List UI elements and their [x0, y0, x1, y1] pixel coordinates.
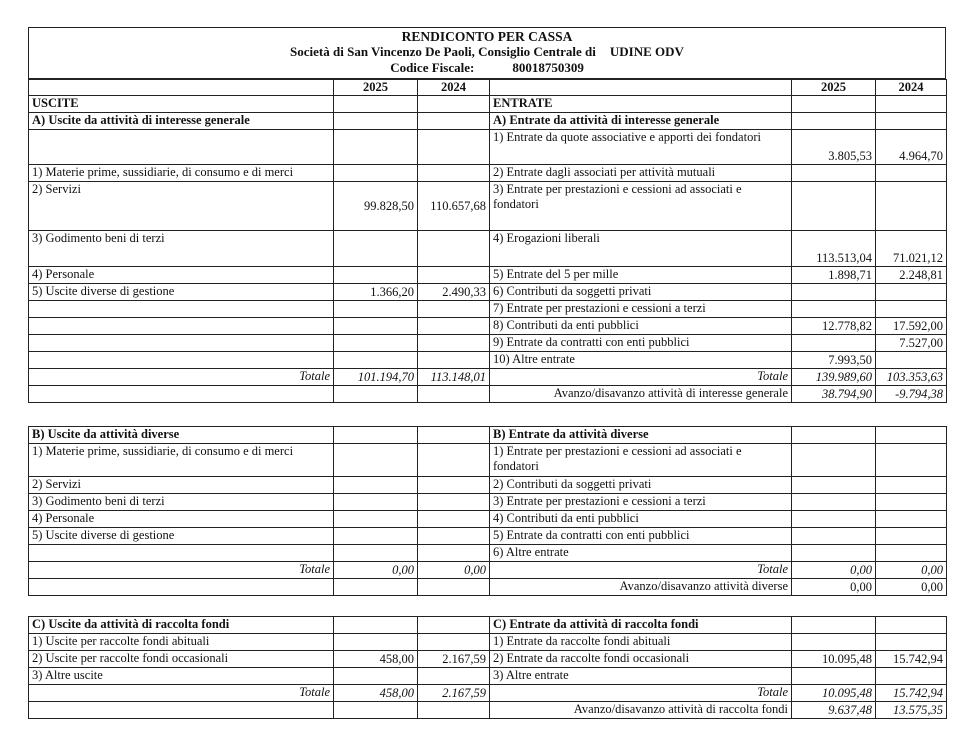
- section-a-table: [28, 79, 947, 403]
- totals-row: [29, 562, 947, 579]
- uscite-2024: [418, 634, 490, 651]
- uscite-total-2025: 0,00: [334, 562, 418, 579]
- table-row: [29, 528, 947, 545]
- avanzo-2024: 0,00: [876, 579, 947, 596]
- uscite-label: [29, 545, 334, 562]
- uscite-label: 5) Uscite diverse di gestione: [29, 528, 334, 545]
- table-row: [29, 477, 947, 494]
- uscite-2024: 110.657,68: [418, 182, 490, 231]
- table-row: [29, 130, 947, 165]
- entrate-totale-label: Totale: [490, 685, 792, 702]
- section-c-title-row: [29, 617, 947, 634]
- fiscal-code-label: Codice Fiscale:: [390, 60, 475, 75]
- entrate-2024: 4.964,70: [876, 130, 947, 165]
- entrate-2024: 71.021,12: [876, 231, 947, 267]
- section-c-entrate-title: C) Entrate da attività di raccolta fondi: [490, 617, 792, 634]
- entrate-2025: [792, 668, 876, 685]
- uscite-label: 3) Altre uscite: [29, 668, 334, 685]
- uscite-2025: [334, 267, 418, 284]
- uscite-2024: [418, 231, 490, 267]
- entrate-2025: 3.805,53: [792, 130, 876, 165]
- avanzo-2025: 9.637,48: [792, 702, 876, 719]
- entrate-label: 2) Entrate dagli associati per attività mutuali: [490, 165, 792, 182]
- entrate-2024: [876, 668, 947, 685]
- entrate-label: 2) Entrate da raccolte fondi occasionali: [490, 651, 792, 668]
- uscite-2024: [418, 668, 490, 685]
- uscite-label: 1) Materie prime, sussidiarie, di consumo e di merci: [29, 444, 334, 477]
- entrate-total-2024: 0,00: [876, 562, 947, 579]
- entrate-label: 1) Entrate da raccolte fondi abituali: [490, 634, 792, 651]
- entrate-2025: 12.778,82: [792, 318, 876, 335]
- table-row: [29, 182, 947, 231]
- uscite-total-2024: 0,00: [418, 562, 490, 579]
- entrate-2025: 113.513,04: [792, 231, 876, 267]
- table-row: [29, 318, 947, 335]
- table-row: [29, 352, 947, 369]
- column-labels-row: [29, 96, 947, 113]
- table-row: [29, 634, 947, 651]
- uscite-2025: [334, 318, 418, 335]
- uscite-2025: [334, 231, 418, 267]
- uscite-total-2025: 101.194,70: [334, 369, 418, 386]
- avanzo-2025: 0,00: [792, 579, 876, 596]
- entrate-2024: [876, 165, 947, 182]
- entrate-label: 6) Altre entrate: [490, 545, 792, 562]
- avanzo-row: [29, 386, 947, 403]
- table-row: [29, 545, 947, 562]
- avanzo-label: Avanzo/disavanzo attività di interesse generale: [490, 386, 792, 403]
- uscite-label: 3) Godimento beni di terzi: [29, 231, 334, 267]
- entrate-2025: 10.095,48: [792, 651, 876, 668]
- entrate-label: 3) Altre entrate: [490, 668, 792, 685]
- uscite-heading: USCITE: [29, 96, 334, 113]
- section-b-table: [28, 426, 947, 596]
- uscite-2025: 99.828,50: [334, 182, 418, 231]
- uscite-label: 2) Uscite per raccolte fondi occasionali: [29, 651, 334, 668]
- uscite-label: [29, 318, 334, 335]
- entrate-label: 7) Entrate per prestazioni e cessioni a terzi: [490, 301, 792, 318]
- avanzo-2024: 13.575,35: [876, 702, 947, 719]
- uscite-2024: [418, 267, 490, 284]
- uscite-2025: [334, 352, 418, 369]
- entrate-2024: 15.742,94: [876, 651, 947, 668]
- entrate-label: 3) Entrate per prestazioni e cessioni a terzi: [490, 494, 792, 511]
- uscite-2025: [334, 668, 418, 685]
- fiscal-code-value: 80018750309: [512, 60, 584, 75]
- entrate-label: 9) Entrate da contratti con enti pubblici: [490, 335, 792, 352]
- uscite-total-2024: 113.148,01: [418, 369, 490, 386]
- entrate-2024: [876, 352, 947, 369]
- entrate-label: 5) Entrate da contratti con enti pubblici: [490, 528, 792, 545]
- uscite-label: 3) Godimento beni di terzi: [29, 494, 334, 511]
- uscite-2024: [418, 318, 490, 335]
- year-2025-header: 2025: [334, 80, 418, 96]
- uscite-2024: 2.167,59: [418, 651, 490, 668]
- section-b-title-row: [29, 427, 947, 444]
- table-row: [29, 444, 947, 477]
- uscite-total-2024: 2.167,59: [418, 685, 490, 702]
- entrate-label: 6) Contributi da soggetti privati: [490, 284, 792, 301]
- entrate-label: 1) Entrate da quote associative e apporti dei fondatori: [490, 130, 792, 165]
- uscite-2024: [418, 335, 490, 352]
- uscite-label: 1) Uscite per raccolte fondi abituali: [29, 634, 334, 651]
- avanzo-label: Avanzo/disavanzo attività diverse: [490, 579, 792, 596]
- entrate-2024: [876, 182, 947, 231]
- entrate-2025: [792, 284, 876, 301]
- avanzo-row: [29, 579, 947, 596]
- uscite-total-2025: 458,00: [334, 685, 418, 702]
- uscite-2025: [334, 165, 418, 182]
- avanzo-2025: 38.794,90: [792, 386, 876, 403]
- entrate-2025: 1.898,71: [792, 267, 876, 284]
- entrate-2025: [792, 335, 876, 352]
- table-row: [29, 267, 947, 284]
- report-title: RENDICONTO PER CASSA: [401, 29, 573, 44]
- entrate-total-2025: 139.989,60: [792, 369, 876, 386]
- entrate-2024: 2.248,81: [876, 267, 947, 284]
- totals-row: [29, 685, 947, 702]
- table-row: [29, 335, 947, 352]
- avanzo-label: Avanzo/disavanzo attività di raccolta fondi: [490, 702, 792, 719]
- table-row: [29, 165, 947, 182]
- years-row: [29, 80, 947, 96]
- entrate-total-2025: 10.095,48: [792, 685, 876, 702]
- entrate-label: 2) Contributi da soggetti privati: [490, 477, 792, 494]
- uscite-label: 2) Servizi: [29, 182, 334, 231]
- year-2024-header: 2024: [876, 80, 947, 96]
- section-a-entrate-title: A) Entrate da attività di interesse generale: [490, 113, 792, 130]
- entrate-label: 10) Altre entrate: [490, 352, 792, 369]
- entrate-2024: [876, 284, 947, 301]
- entrate-2025: [792, 182, 876, 231]
- table-row: [29, 301, 947, 318]
- avanzo-row: [29, 702, 947, 719]
- table-row: [29, 231, 947, 267]
- entrate-2024: [876, 634, 947, 651]
- table-row: [29, 284, 947, 301]
- fiscal-code-line: [29, 60, 945, 75]
- entrate-2024: [876, 301, 947, 318]
- uscite-2024: [418, 301, 490, 318]
- entrate-total-2024: 15.742,94: [876, 685, 947, 702]
- uscite-totale-label: Totale: [29, 562, 334, 579]
- table-row: [29, 668, 947, 685]
- section-c-uscite-title: C) Uscite da attività di raccolta fondi: [29, 617, 334, 634]
- table-row: [29, 651, 947, 668]
- entrate-label: 3) Entrate per prestazioni e cessioni ad associati e fondatori: [490, 182, 792, 231]
- uscite-label: 4) Personale: [29, 511, 334, 528]
- uscite-2024: [418, 130, 490, 165]
- uscite-label: 2) Servizi: [29, 477, 334, 494]
- uscite-2025: [334, 301, 418, 318]
- entrate-label: 1) Entrate per prestazioni e cessioni ad associati e fondatori: [490, 444, 792, 477]
- uscite-2025: 1.366,20: [334, 284, 418, 301]
- uscite-label: [29, 352, 334, 369]
- entrate-label: 5) Entrate del 5 per mille: [490, 267, 792, 284]
- uscite-2025: [334, 130, 418, 165]
- uscite-2024: 2.490,33: [418, 284, 490, 301]
- uscite-label: 1) Materie prime, sussidiarie, di consumo e di merci: [29, 165, 334, 182]
- organization-line: [29, 44, 945, 59]
- entrate-total-2024: 103.353,63: [876, 369, 947, 386]
- avanzo-2024: -9.794,38: [876, 386, 947, 403]
- section-a-uscite-title: A) Uscite da attività di interesse generale: [29, 113, 334, 130]
- entrate-totale-label: Totale: [490, 369, 792, 386]
- uscite-label: 4) Personale: [29, 267, 334, 284]
- entrate-2025: [792, 301, 876, 318]
- entrate-2024: 7.527,00: [876, 335, 947, 352]
- section-b-entrate-title: B) Entrate da attività diverse: [490, 427, 792, 444]
- uscite-2025: [334, 634, 418, 651]
- section-b-uscite-title: B) Uscite da attività diverse: [29, 427, 334, 444]
- entrate-label: 8) Contributi da enti pubblici: [490, 318, 792, 335]
- entrate-heading: ENTRATE: [490, 96, 792, 113]
- year-2025-header: 2025: [792, 80, 876, 96]
- entrate-total-2025: 0,00: [792, 562, 876, 579]
- section-a-title-row: [29, 113, 947, 130]
- uscite-2025: 458,00: [334, 651, 418, 668]
- entrate-2024: 17.592,00: [876, 318, 947, 335]
- uscite-2025: [334, 335, 418, 352]
- uscite-2024: [418, 165, 490, 182]
- report-header: [28, 27, 946, 79]
- uscite-label: 5) Uscite diverse di gestione: [29, 284, 334, 301]
- organization-name: Società di San Vincenzo De Paoli, Consiglio Centrale di: [290, 44, 596, 59]
- organization-city: UDINE ODV: [609, 44, 684, 59]
- uscite-label: [29, 301, 334, 318]
- entrate-label: 4) Erogazioni liberali: [490, 231, 792, 267]
- entrate-2025: [792, 634, 876, 651]
- entrate-2025: 7.993,50: [792, 352, 876, 369]
- section-c-table: [28, 616, 947, 719]
- uscite-2024: [418, 352, 490, 369]
- entrate-2025: [792, 165, 876, 182]
- uscite-label: [29, 335, 334, 352]
- uscite-totale-label: Totale: [29, 685, 334, 702]
- year-2024-header: 2024: [418, 80, 490, 96]
- totals-row: [29, 369, 947, 386]
- entrate-totale-label: Totale: [490, 562, 792, 579]
- table-row: [29, 511, 947, 528]
- entrate-label: 4) Contributi da enti pubblici: [490, 511, 792, 528]
- table-row: [29, 494, 947, 511]
- uscite-totale-label: Totale: [29, 369, 334, 386]
- uscite-label: [29, 130, 334, 165]
